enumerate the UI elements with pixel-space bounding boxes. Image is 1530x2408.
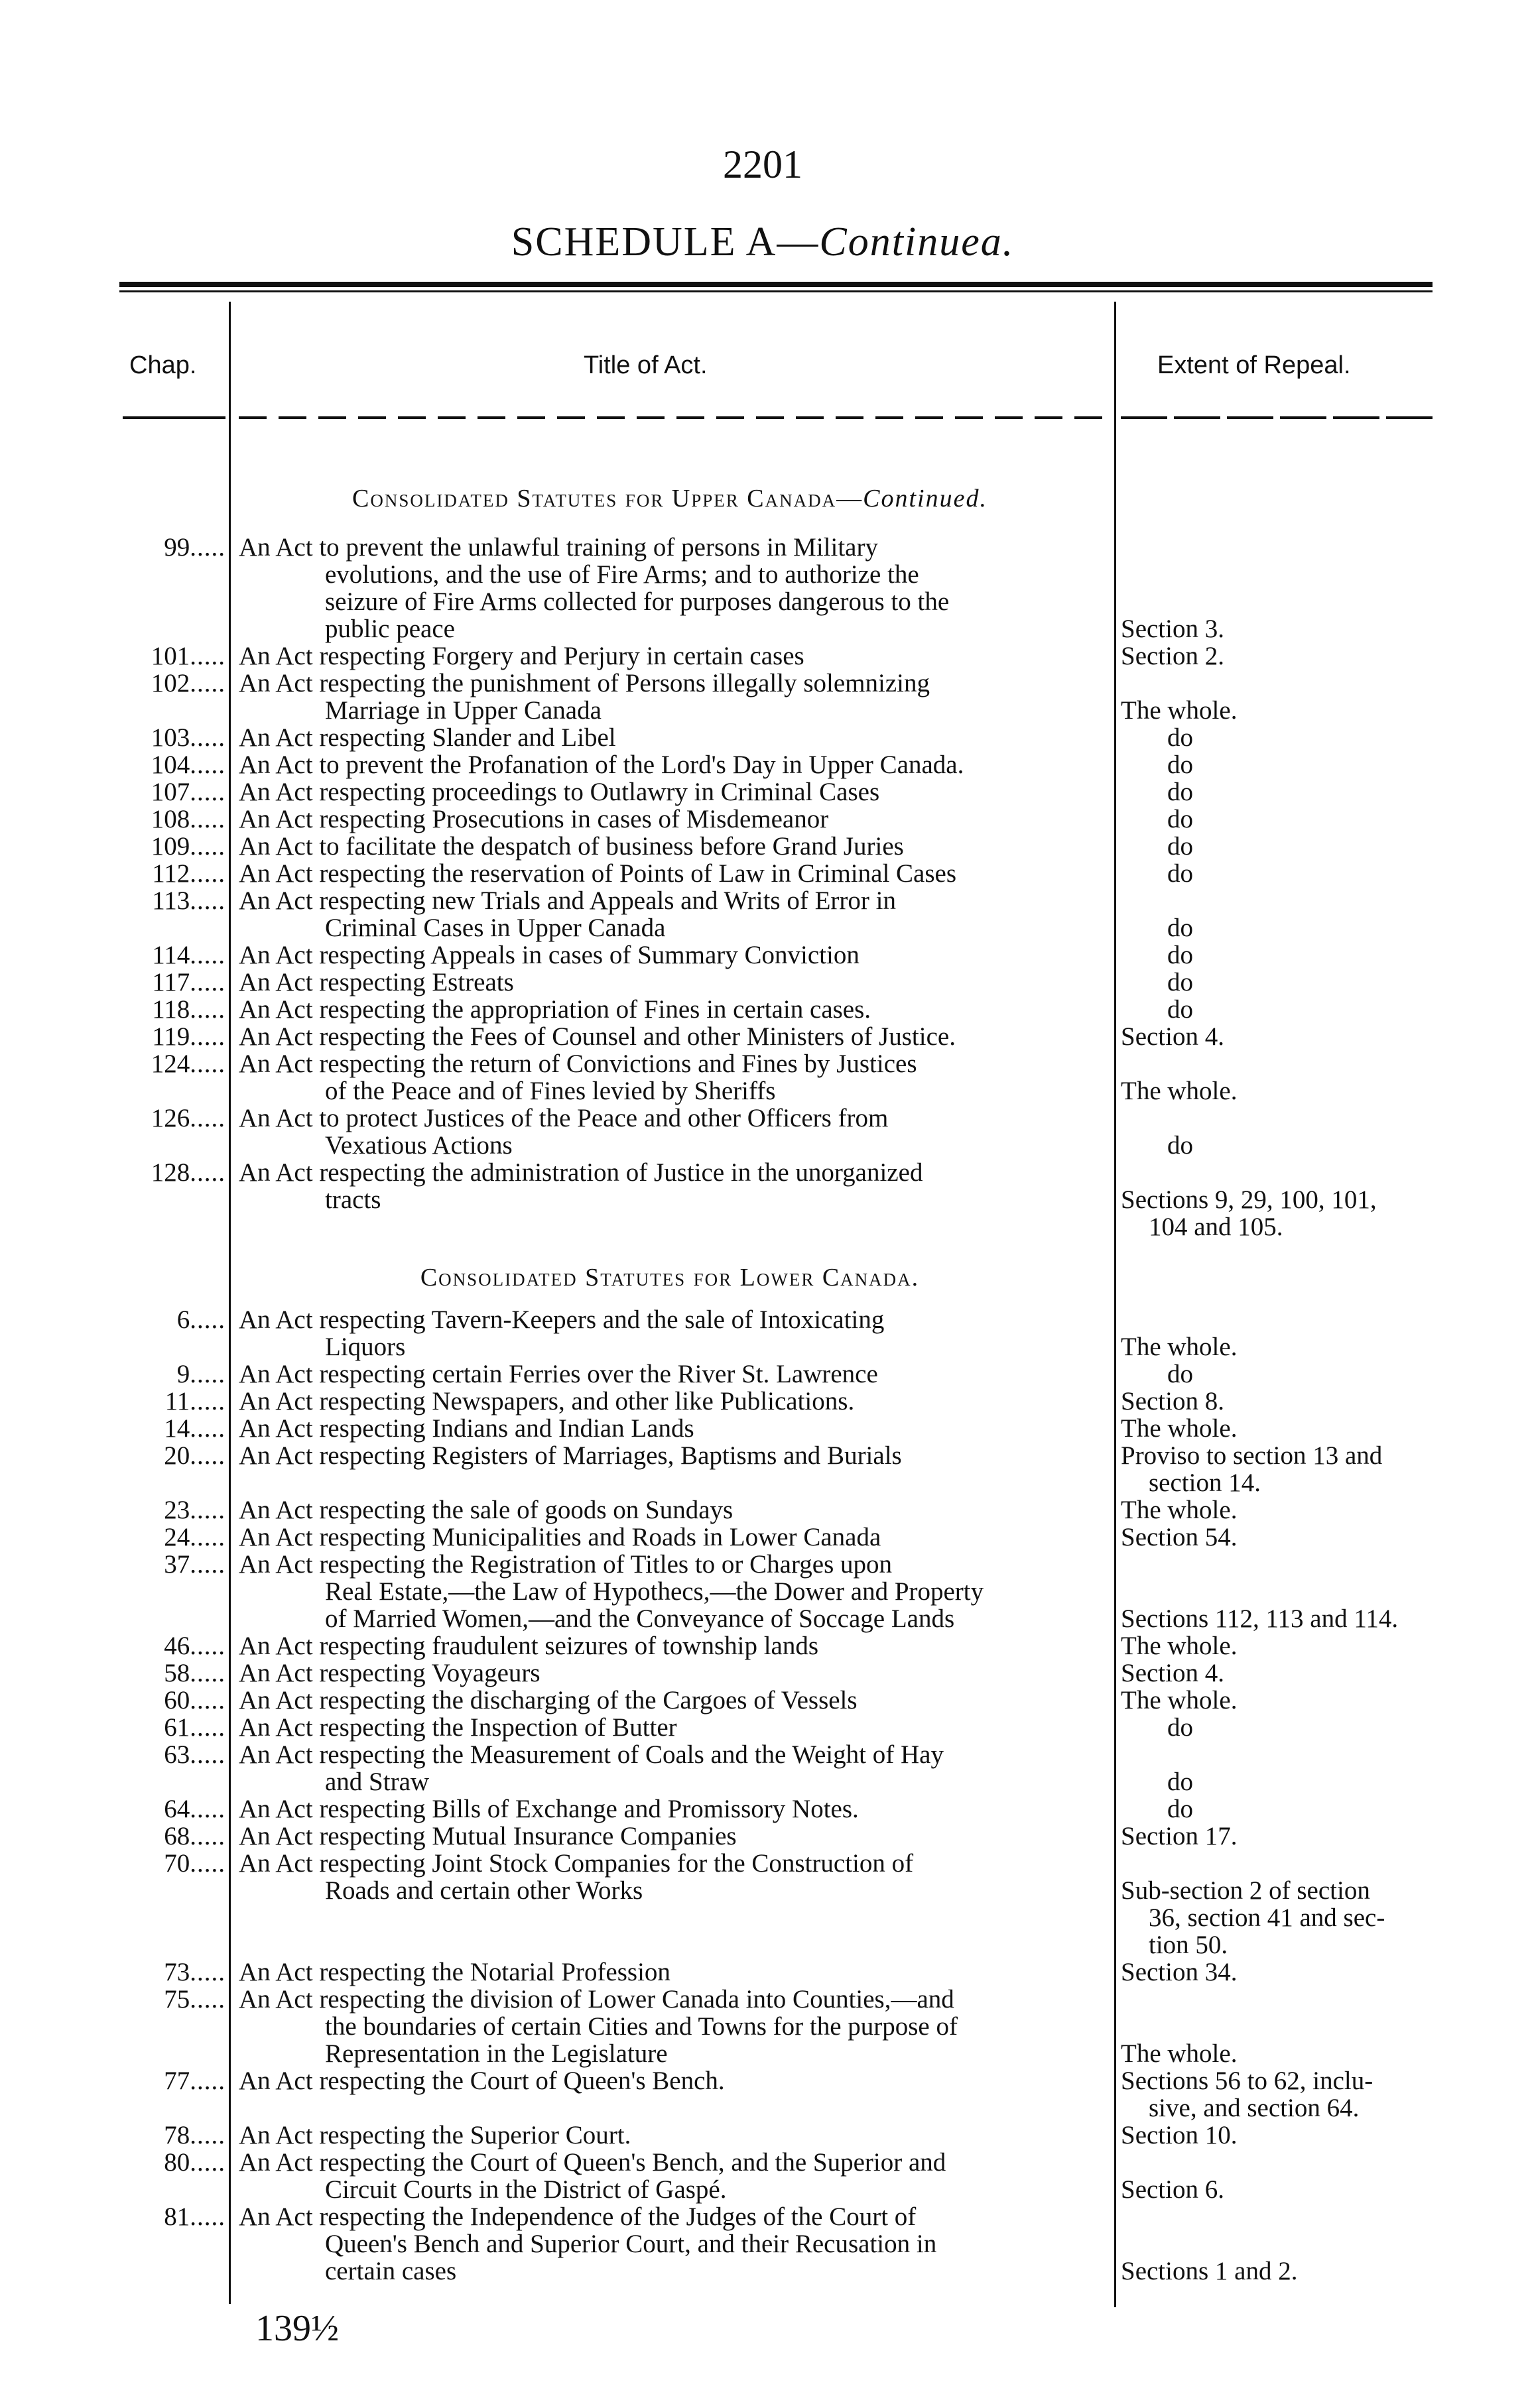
chapter-number: 107..... (151, 778, 225, 806)
extent-of-repeal: do (1167, 723, 1193, 752)
extent-of-repeal: Sections 56 to 62, inclu- sive, and section 64. (1121, 2067, 1373, 2122)
chapter-number: 77..... (164, 2067, 225, 2095)
chapter-number: 9..... (176, 1360, 225, 1388)
chapter-number: 20..... (164, 1441, 225, 1470)
extent-of-repeal: The whole. (1121, 1077, 1238, 1105)
act-title: An Act respecting Forgery and Perjury in certain cases (239, 642, 804, 670)
extent-of-repeal: The whole. (1121, 1333, 1238, 1361)
extent-of-repeal: Sub-section 2 of section 36, section 41 and sec- tion 50. (1121, 1876, 1385, 1959)
extent-of-repeal: Section 6. (1121, 2175, 1224, 2204)
footer-signature-mark: 139½ (255, 2308, 339, 2349)
chapter-number: 60..... (164, 1686, 225, 1715)
chapter-number: 24..... (164, 1523, 225, 1551)
extent-of-repeal: do (1167, 968, 1193, 996)
act-title: An Act respecting Slander and Libel (239, 723, 616, 752)
act-title: An Act respecting the Independence of the Judges of the Court of Queen's Bench and Superior Court, and their Recusation in certain cases (239, 2202, 937, 2285)
act-title: An Act respecting Tavern-Keepers and the sale of Intoxicating Liquors (239, 1305, 885, 1361)
top-rule-thick (119, 282, 1433, 287)
act-title: An Act respecting new Trials and Appeals and Writs of Error in Criminal Cases in Upper Canada (239, 886, 896, 942)
extent-of-repeal: do (1167, 1131, 1193, 1160)
chapter-number: 128..... (151, 1158, 225, 1187)
chapter-number: 80..... (164, 2148, 225, 2177)
act-title: An Act respecting the discharging of the Cargoes of Vessels (239, 1686, 858, 1715)
section-heading-upper: Consolidated Statutes for Upper Canada—Continued. (352, 485, 988, 512)
chapter-number: 118..... (152, 995, 225, 1024)
extent-of-repeal: do (1167, 1795, 1193, 1823)
extent-of-repeal: Section 3. (1121, 615, 1224, 643)
extent-of-repeal: Section 4. (1121, 1022, 1224, 1051)
act-title: An Act respecting the Fees of Counsel and other Ministers of Justice. (239, 1022, 956, 1051)
header-extent: Extent of Repeal. (1157, 351, 1351, 379)
extent-of-repeal: Proviso to section 13 and section 14. (1121, 1441, 1383, 1497)
extent-of-repeal: Section 8. (1121, 1387, 1224, 1415)
extent-of-repeal: Section 10. (1121, 2121, 1238, 2149)
act-title: An Act respecting Registers of Marriages, Baptisms and Burials (239, 1441, 902, 1470)
chapter-number: 6..... (176, 1305, 225, 1334)
chapter-number: 119..... (152, 1022, 225, 1051)
chapter-number: 109..... (151, 832, 225, 861)
extent-of-repeal: Section 4. (1121, 1659, 1224, 1687)
chapter-number: 78..... (164, 2121, 225, 2149)
top-rule-thin (119, 290, 1433, 292)
act-title: An Act respecting Joint Stock Companies for the Construction of Roads and certain other Works (239, 1849, 914, 1905)
extent-of-repeal: The whole. (1121, 2039, 1238, 2068)
act-title: An Act respecting Appeals in cases of Summary Conviction (239, 941, 860, 969)
header-dash-2 (239, 416, 1108, 419)
extent-of-repeal: The whole. (1121, 1414, 1238, 1443)
extent-of-repeal: do (1167, 805, 1193, 833)
act-title: An Act to prevent the unlawful training of persons in Military evolutions, and the use of Fire Arms; and to authorize the seizure of Fire Arms collected for purposes dangerous to the public peace (239, 533, 950, 643)
extent-of-repeal: do (1167, 914, 1193, 942)
chapter-number: 73..... (164, 1958, 225, 1986)
page-number: 2201 (723, 143, 802, 186)
act-title: An Act respecting Prosecutions in cases of Misdemeanor (239, 805, 829, 833)
chapter-number: 117..... (152, 968, 225, 996)
column-divider-2 (1114, 302, 1116, 2307)
act-title: An Act respecting Indians and Indian Lands (239, 1414, 694, 1443)
act-title: An Act respecting Newspapers, and other like Publications. (239, 1387, 855, 1415)
chapter-number: 108..... (151, 805, 225, 833)
chapter-number: 113..... (152, 886, 225, 915)
act-title: An Act respecting the administration of Justice in the unorganized tracts (239, 1158, 923, 1214)
chapter-number: 61..... (164, 1713, 225, 1742)
header-chap: Chap. (129, 351, 197, 379)
act-title: An Act respecting fraudulent seizures of township lands (239, 1632, 819, 1660)
act-title: An Act respecting the Court of Queen's Bench. (239, 2067, 725, 2095)
act-title: An Act respecting Bills of Exchange and Promissory Notes. (239, 1795, 859, 1823)
chapter-number: 75..... (164, 1985, 225, 2014)
chapter-number: 68..... (164, 1822, 225, 1850)
chapter-number: 58..... (164, 1659, 225, 1687)
extent-of-repeal: do (1167, 778, 1193, 806)
chapter-number: 124..... (151, 1050, 225, 1078)
act-title: An Act respecting the Notarial Profession (239, 1958, 670, 1986)
act-title: An Act respecting the Court of Queen's Bench, and the Superior and Circuit Courts in the District of Gaspé. (239, 2148, 946, 2204)
extent-of-repeal: Section 2. (1121, 642, 1224, 670)
extent-of-repeal: The whole. (1121, 1632, 1238, 1660)
chapter-number: 70..... (164, 1849, 225, 1878)
extent-of-repeal: do (1167, 859, 1193, 888)
chapter-number: 63..... (164, 1740, 225, 1769)
chapter-number: 23..... (164, 1496, 225, 1524)
extent-of-repeal: Section 17. (1121, 1822, 1238, 1850)
chapter-number: 114..... (152, 941, 225, 969)
extent-of-repeal: do (1167, 832, 1193, 861)
schedule-title (398, 219, 1127, 266)
extent-of-repeal: do (1167, 1360, 1193, 1388)
act-title: An Act to prevent the Profanation of the Lord's Day in Upper Canada. (239, 751, 964, 779)
schedule-title-continued: Continuea. (819, 219, 1015, 265)
extent-of-repeal: do (1167, 941, 1193, 969)
act-title: An Act respecting the Inspection of Butter (239, 1713, 677, 1742)
chapter-number: 126..... (151, 1104, 225, 1132)
act-title: An Act respecting certain Ferries over the River St. Lawrence (239, 1360, 878, 1388)
chapter-number: 99..... (164, 533, 225, 562)
chapter-number: 11..... (164, 1387, 225, 1415)
chapter-number: 101..... (151, 642, 225, 670)
header-title: Title of Act. (584, 351, 708, 379)
column-divider-1 (229, 302, 231, 2304)
act-title: An Act respecting the appropriation of Fines in certain cases. (239, 995, 871, 1024)
chapter-number: 64..... (164, 1795, 225, 1823)
act-title: An Act respecting the Registration of Titles to or Charges upon Real Estate,—the Law of Hypothecs,—the Dower and Property of Married Women,—and the Conveyance of Soccage Lands (239, 1550, 984, 1633)
section-heading-lower: Consolidated Statutes for Lower Canada. (420, 1264, 920, 1292)
act-title: An Act respecting the division of Lower Canada into Counties,—and the boundaries of certain Cities and Towns for the purpose of Representation in the Legislature (239, 1985, 958, 2068)
act-title: An Act respecting the Superior Court. (239, 2121, 631, 2149)
extent-of-repeal: do (1167, 995, 1193, 1024)
act-title: An Act respecting the punishment of Persons illegally solemnizing Marriage in Upper Canada (239, 669, 930, 725)
header-dash-1 (123, 416, 225, 419)
act-title: An Act to facilitate the despatch of business before Grand Juries (239, 832, 904, 861)
chapter-number: 81..... (164, 2202, 225, 2231)
act-title: An Act respecting Municipalities and Roads in Lower Canada (239, 1523, 881, 1551)
extent-of-repeal: Sections 1 and 2. (1121, 2257, 1298, 2285)
chapter-number: 14..... (164, 1414, 225, 1443)
extent-of-repeal: do (1167, 1713, 1193, 1742)
chapter-number: 102..... (151, 669, 225, 697)
extent-of-repeal: The whole. (1121, 1496, 1238, 1524)
chapter-number: 112..... (152, 859, 225, 888)
act-title: An Act respecting Voyageurs (239, 1659, 541, 1687)
extent-of-repeal: Section 54. (1121, 1523, 1238, 1551)
act-title: An Act respecting proceedings to Outlawry in Criminal Cases (239, 778, 880, 806)
act-title: An Act respecting the sale of goods on Sundays (239, 1496, 733, 1524)
act-title: An Act to protect Justices of the Peace and other Officers from Vexatious Actions (239, 1104, 889, 1160)
act-title: An Act respecting the reservation of Points of Law in Criminal Cases (239, 859, 957, 888)
extent-of-repeal: The whole. (1121, 1686, 1238, 1715)
chapter-number: 46..... (164, 1632, 225, 1660)
act-title: An Act respecting Estreats (239, 968, 514, 996)
extent-of-repeal: Sections 9, 29, 100, 101, 104 and 105. (1121, 1185, 1377, 1241)
extent-of-repeal: do (1167, 1768, 1193, 1796)
act-title: An Act respecting Mutual Insurance Companies (239, 1822, 737, 1850)
act-title: An Act respecting the Measurement of Coals and the Weight of Hay and Straw (239, 1740, 944, 1796)
extent-of-repeal: The whole. (1121, 696, 1238, 725)
header-dash-3 (1121, 416, 1433, 419)
chapter-number: 37..... (164, 1550, 225, 1579)
extent-of-repeal: Sections 112, 113 and 114. (1121, 1604, 1399, 1633)
schedule-title-main: SCHEDULE A— (511, 219, 820, 265)
act-title: An Act respecting the return of Convictions and Fines by Justices of the Peace and of Fines levied by Sheriffs (239, 1050, 917, 1105)
extent-of-repeal: do (1167, 751, 1193, 779)
chapter-number: 103..... (151, 723, 225, 752)
chapter-number: 104..... (151, 751, 225, 779)
extent-of-repeal: Section 34. (1121, 1958, 1238, 1986)
